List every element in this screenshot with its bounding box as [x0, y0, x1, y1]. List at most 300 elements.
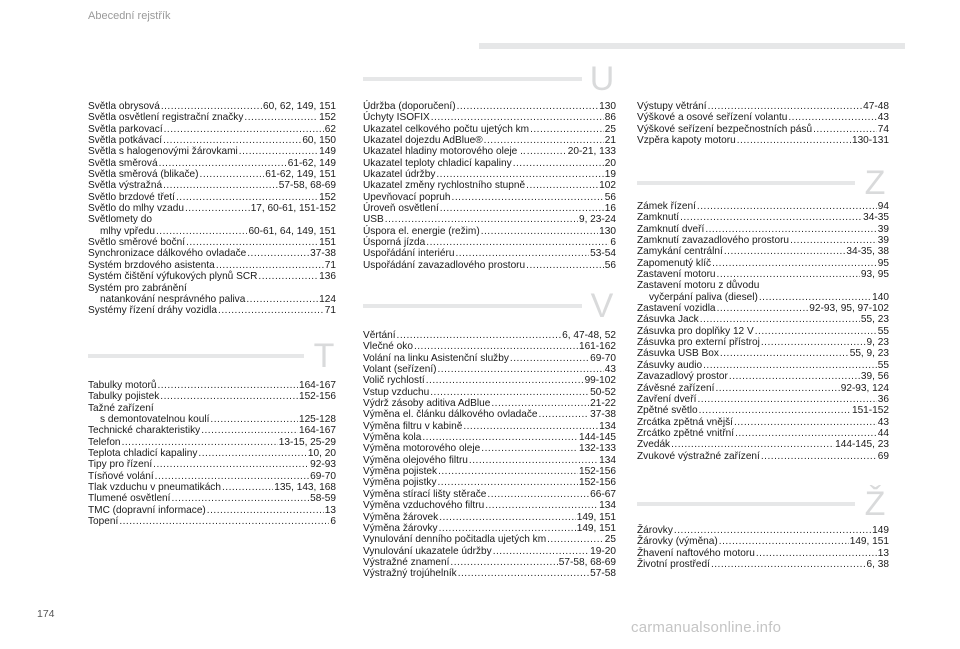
dot-leader [218, 305, 324, 316]
dot-leader [159, 158, 287, 169]
entry-term: Závěsné zařízení [637, 382, 715, 394]
index-entry [88, 169, 336, 180]
dot-leader [431, 112, 604, 123]
index-entry [88, 260, 336, 271]
dot-leader [156, 226, 247, 237]
dot-leader [176, 192, 318, 203]
entry-pages: 55 [877, 325, 889, 337]
index-entry [88, 482, 336, 493]
entry-term: Výškové seřízení bezpečnostních pásů [637, 123, 813, 135]
entry-pages: 13 [877, 547, 889, 559]
index-entry [88, 283, 336, 294]
index-entry [637, 112, 889, 123]
dot-leader [216, 260, 324, 271]
index-entry [363, 146, 616, 157]
dot-leader [239, 146, 318, 157]
dot-leader [761, 337, 866, 348]
entry-pages: 6 [330, 516, 336, 528]
dot-leader [756, 548, 877, 559]
dot-leader [717, 269, 860, 280]
entry-term: Výměna kola [363, 432, 422, 444]
entry-pages: 144-145 [578, 432, 616, 444]
dot-leader [246, 294, 318, 305]
entry-term: Životní prostředí [637, 559, 710, 571]
entry-pages: 74 [877, 123, 889, 135]
entry-pages: 55, 23 [860, 314, 889, 326]
entry-pages: 92-93, 95, 97-102 [809, 303, 889, 315]
entry-pages: 44 [877, 427, 889, 439]
page-number: 174 [37, 608, 55, 620]
index-entry [88, 448, 336, 459]
index-entry [88, 459, 336, 470]
entry-term: Zavazadlový prostor [637, 371, 728, 383]
index-entry [363, 260, 616, 271]
section-letter-zh: Ž [855, 477, 895, 531]
index-entry [637, 314, 889, 325]
index-entry [363, 180, 616, 191]
index-list-v-cont [637, 101, 889, 146]
index-entry [363, 398, 616, 409]
entry-pages: 19-20 [590, 545, 616, 557]
index-entry [363, 421, 616, 432]
dot-leader [222, 482, 273, 493]
index-entry [637, 417, 889, 428]
entry-term: Zrcátko zpětné vnitřní [637, 427, 735, 439]
entry-term: Světla potkávací [88, 135, 163, 147]
index-entry [637, 201, 889, 212]
entry-pages: 149, 151 [849, 536, 889, 548]
index-entry [363, 443, 616, 454]
entry-pages: 130 [599, 225, 616, 237]
dot-leader [761, 451, 877, 462]
entry-pages: 152-156 [578, 477, 616, 489]
entry-term: natankování nesprávného paliva [100, 293, 246, 305]
entry-pages: 55, 9, 23 [849, 348, 889, 360]
dot-leader [438, 364, 604, 375]
index-entry [363, 364, 616, 375]
entry-pages: 69 [877, 450, 889, 462]
dot-leader [385, 214, 578, 225]
index-entry [637, 258, 889, 269]
dot-leader [439, 512, 576, 523]
dot-leader [711, 559, 866, 570]
page-header-title: Abecední rejstřík [88, 10, 171, 22]
index-entry [88, 192, 336, 203]
entry-pages: 152 [319, 191, 336, 203]
dot-leader [430, 387, 589, 398]
index-entry [363, 387, 616, 398]
entry-term: Ukazatel celkového počtu ujetých km [363, 123, 530, 135]
entry-pages: 53-54 [590, 248, 616, 260]
index-entry [363, 112, 616, 123]
dot-leader [440, 203, 604, 214]
entry-term: Žárovky (výměna) [637, 536, 718, 548]
entry-term: Systémy řízení dráhy vozidla [88, 305, 218, 317]
entry-pages: 47-48 [863, 101, 889, 112]
entry-pages: 43 [877, 112, 889, 124]
index-entry [637, 303, 889, 314]
entry-term: Vzpěra kapoty motoru [637, 135, 736, 147]
index-entry [363, 226, 616, 237]
entry-pages: 9, 23-24 [578, 214, 616, 226]
entry-term: Tísňové volání [88, 470, 154, 482]
entry-pages: 57-58 [590, 568, 616, 580]
index-entry [637, 383, 889, 394]
dot-leader [160, 391, 298, 402]
entry-pages: 39 [877, 235, 889, 247]
entry-term: Výměna motorového oleje [363, 443, 481, 455]
entry-pages: 6, 47-48, 52 [562, 330, 616, 341]
entry-term: Zásuvky audio [637, 359, 703, 371]
dot-leader [463, 421, 598, 432]
entry-pages: 60, 62, 149, 151 [263, 101, 336, 112]
dot-leader [397, 330, 562, 341]
dot-leader [155, 471, 310, 482]
index-entry [637, 101, 889, 112]
entry-term: Světla obrysová [88, 101, 160, 112]
entry-pages: 56 [604, 191, 616, 203]
index-entry [637, 292, 889, 303]
dot-leader [458, 568, 589, 579]
entry-term: Světlomety do [88, 214, 152, 226]
entry-term: Zavření dveří [637, 393, 697, 405]
entry-term: Ukazatel hladiny motorového oleje .. [363, 146, 526, 158]
dot-leader [426, 237, 609, 248]
entry-term: Světla osvětlení registrační značky [88, 112, 244, 124]
dot-leader [530, 124, 604, 135]
entry-pages: 149 [872, 525, 889, 536]
entry-term: Vynulování ukazatele údržby [363, 545, 492, 557]
index-entry [88, 248, 336, 259]
entry-pages: 144-145, 23 [835, 439, 889, 451]
entry-term: Ukazatel dojezdu AdBlue® [363, 135, 483, 147]
index-entry [363, 330, 616, 341]
index-entry [637, 548, 889, 559]
entry-term: Ukazatel údržby [363, 169, 436, 181]
entry-term: Výměna vzduchového filtru [363, 500, 485, 512]
dot-leader [699, 405, 851, 416]
dot-leader [539, 409, 590, 420]
dot-leader [697, 201, 877, 212]
index-entry [637, 439, 889, 450]
index-entry [637, 135, 889, 146]
index-entry [363, 489, 616, 500]
index-entry [637, 405, 889, 416]
entry-pages: 43 [604, 364, 616, 376]
entry-term: Žárovky [637, 525, 673, 536]
index-entry [363, 124, 616, 135]
entry-pages: 69-70 [310, 470, 336, 482]
entry-term: Zámek řízení [637, 201, 696, 212]
index-entry [363, 557, 616, 568]
dot-leader [526, 260, 604, 271]
dot-leader [436, 169, 603, 180]
entry-term: Zamknutí [637, 212, 680, 224]
index-entry [363, 512, 616, 523]
dot-leader [680, 212, 862, 223]
entry-pages: 152 [319, 112, 336, 124]
index-entry [363, 546, 616, 557]
entry-pages: 152-156 [578, 466, 616, 478]
entry-term: Světla směrová (blikače) [88, 169, 199, 181]
dot-leader [198, 448, 307, 459]
dot-leader [481, 443, 578, 454]
entry-pages: 149 [319, 146, 336, 158]
dot-leader [414, 341, 578, 352]
entry-term: Výstupy větrání [637, 101, 707, 112]
entry-pages: 34-35 [863, 212, 889, 224]
entry-pages: 6 [610, 237, 616, 249]
index-entry [88, 294, 336, 305]
dot-leader [171, 493, 309, 504]
dot-leader [163, 135, 301, 146]
entry-pages: 61-62, 149, 151 [265, 169, 336, 181]
dot-leader [422, 432, 578, 443]
dot-leader [788, 112, 876, 123]
index-entry [637, 536, 889, 547]
dot-leader [510, 353, 589, 364]
entry-pages: 134 [599, 454, 616, 466]
entry-term: Úspora el. energie (režim) [363, 225, 480, 237]
index-entry [637, 269, 889, 280]
entry-pages: 43 [877, 416, 889, 428]
index-entry [88, 305, 336, 316]
index-entry [363, 500, 616, 511]
index-entry [88, 493, 336, 504]
index-entry [363, 477, 616, 488]
dot-leader [737, 135, 851, 146]
dot-leader [703, 360, 877, 371]
dot-leader [186, 237, 318, 248]
entry-term: Výměna olejového filtru [363, 454, 468, 466]
index-entry [637, 280, 889, 291]
index-entry [637, 559, 889, 570]
index-entry [637, 326, 889, 337]
dot-leader [491, 398, 589, 409]
dot-leader [487, 489, 589, 500]
index-list-zh [637, 525, 889, 570]
entry-pages: 92-93, 124 [840, 382, 889, 394]
index-entry [88, 403, 336, 414]
entry-pages: 20-21, 133 [567, 146, 616, 158]
dot-leader [724, 246, 846, 257]
entry-pages: 71 [324, 259, 336, 271]
entry-pages: 164-167 [298, 425, 336, 437]
entry-pages: 10, 20 [307, 448, 336, 460]
entry-term: Světlo směrové boční [88, 237, 186, 249]
dot-leader [457, 101, 599, 112]
dot-leader [720, 348, 849, 359]
entry-term: Zamykání centrální [637, 246, 723, 258]
dot-leader [697, 394, 876, 405]
entry-pages: 95 [877, 257, 889, 269]
entry-term: s demontovatelnou koulí [100, 414, 210, 426]
entry-term: mlhy vpředu [100, 225, 155, 237]
index-entry [88, 414, 336, 425]
index-entry [363, 568, 616, 579]
index-entry [88, 425, 336, 436]
entry-term: Výstražný trojúhelník [363, 568, 457, 580]
entry-term: Volič rychlostí [363, 375, 425, 387]
entry-pages: 130-131 [851, 135, 889, 147]
dot-leader [484, 135, 604, 146]
index-entry [88, 214, 336, 225]
entry-term: Světla s halogenovými žárovkami [88, 146, 238, 158]
entry-pages: 9, 23 [866, 337, 889, 349]
dot-leader [813, 124, 877, 135]
entry-pages: 60-61, 64, 149, 151 [248, 225, 336, 237]
index-entry [363, 341, 616, 352]
entry-pages: 25 [604, 123, 616, 135]
index-list-t [88, 380, 336, 527]
index-entry [637, 337, 889, 348]
entry-pages: 62 [324, 123, 336, 135]
entry-term: Tlak vzduchu v pneumatikách [88, 482, 221, 494]
entry-term: Zásuvka Jack [637, 314, 699, 326]
index-entry [637, 235, 889, 246]
index-entry [88, 146, 336, 157]
section-divider-v [363, 279, 616, 333]
entry-term: Topení [88, 516, 119, 528]
dot-leader [426, 375, 584, 386]
entry-term: Výměna žárovky [363, 522, 438, 534]
entry-pages: 36 [877, 393, 889, 405]
entry-pages: 57-58, 68-69 [558, 556, 616, 568]
index-entry [363, 169, 616, 180]
dot-leader [185, 203, 250, 214]
entry-pages: 55 [877, 359, 889, 371]
dot-leader [258, 271, 318, 282]
entry-pages: 130 [599, 101, 616, 112]
entry-term: Vlečné oko [363, 341, 413, 353]
dot-leader [735, 428, 877, 439]
section-divider-t [88, 329, 336, 383]
entry-term: Světla výstražná [88, 180, 163, 192]
index-entry [363, 248, 616, 259]
entry-term: Vynulování denního počitadla ujetých km [363, 534, 547, 546]
index-list-v [363, 330, 616, 580]
entry-term: Volání na linku Asistenční služby [363, 352, 509, 364]
index-entry [363, 455, 616, 466]
dot-leader [526, 180, 598, 191]
dot-leader [244, 112, 318, 123]
entry-pages: 86 [604, 112, 616, 124]
entry-pages: 71 [324, 305, 336, 317]
index-entry [637, 348, 889, 359]
entry-term: Výměna pojistky [363, 477, 437, 489]
entry-pages: 19 [604, 169, 616, 181]
dot-leader [485, 500, 598, 511]
entry-term: Úchyty ISOFIX [363, 112, 430, 124]
dot-leader [493, 546, 589, 557]
dot-leader [210, 414, 298, 425]
entry-pages: 58-59 [310, 493, 336, 505]
entry-pages: 161-162 [578, 341, 616, 353]
entry-term: Tažné zařízení [88, 402, 154, 414]
dot-leader [712, 258, 877, 269]
index-entry [363, 534, 616, 545]
dot-leader [163, 180, 278, 191]
index-entry [363, 192, 616, 203]
entry-term: Výměna stírací lišty stěrače [363, 488, 487, 500]
entry-term: Tlumené osvětlení [88, 493, 171, 505]
index-entry [88, 471, 336, 482]
index-entry [88, 203, 336, 214]
section-letter-t: T [304, 329, 344, 383]
entry-term: Zamknutí dveří [637, 223, 705, 235]
watermark: carmanualsonline.info [631, 619, 782, 636]
dot-leader [164, 124, 324, 135]
dot-leader [247, 248, 309, 259]
entry-pages: 132-133 [578, 443, 616, 455]
entry-term: Telefon [88, 436, 121, 448]
dot-leader [790, 235, 877, 246]
entry-term: Výškové a osové seřízení volantu [637, 112, 788, 124]
header-rule [479, 43, 905, 49]
index-entry [363, 375, 616, 386]
dot-leader [755, 326, 877, 337]
entry-pages: 21-22 [590, 398, 616, 410]
entry-term: Světlo do mlhy vzadu [88, 203, 184, 215]
index-entry [637, 394, 889, 405]
section-divider-u [363, 52, 616, 106]
entry-term: Ukazatel změny rychlostního stupně [363, 180, 526, 192]
entry-pages: 99-102 [584, 375, 616, 387]
entry-pages: 39, 56 [860, 371, 889, 383]
index-entry [88, 271, 336, 282]
index-entry [88, 437, 336, 448]
index-entry [637, 428, 889, 439]
entry-term: Tabulky pojistek [88, 391, 160, 403]
entry-pages: 20 [604, 157, 616, 169]
entry-pages: 37-38 [310, 248, 336, 260]
entry-term: Zastavení vozidla [637, 303, 716, 315]
index-entry [363, 523, 616, 534]
entry-term: Uspořádání zavazadlového prostoru [363, 259, 526, 271]
entry-pages: 34-35, 38 [846, 246, 889, 258]
entry-pages: 21 [604, 135, 616, 147]
index-entry [363, 101, 616, 112]
index-entry [88, 158, 336, 169]
entry-pages: 134 [599, 420, 616, 432]
index-entry [637, 212, 889, 223]
entry-pages: 13-15, 25-29 [278, 436, 336, 448]
index-entry [637, 224, 889, 235]
index-entry [363, 432, 616, 443]
entry-pages: 39 [877, 223, 889, 235]
entry-term: USB [363, 214, 384, 226]
entry-pages: 13 [324, 504, 336, 516]
entry-term: Volant (seřízení) [363, 364, 437, 376]
entry-pages: 152-156 [298, 391, 336, 403]
index-entry [637, 246, 889, 257]
index-list-z [637, 201, 889, 462]
entry-term: Výměna pojistek [363, 466, 438, 478]
entry-term: vyčerpání paliva (diesel) [649, 291, 758, 303]
index-entry [363, 466, 616, 477]
entry-term: Systém pro zabránění [88, 282, 187, 294]
index-list-u [363, 101, 616, 271]
index-entry [637, 525, 889, 536]
dot-leader [700, 314, 860, 325]
entry-pages: 17, 60-61, 151-152 [250, 203, 336, 215]
index-entry [363, 237, 616, 248]
entry-pages: 66-67 [590, 488, 616, 500]
entry-term: Žhavení naftového motoru [637, 547, 755, 559]
entry-pages: 149, 151 [576, 511, 616, 523]
entry-term: Zastavení motoru z důvodu [637, 280, 760, 292]
entry-pages: 134 [599, 500, 616, 512]
